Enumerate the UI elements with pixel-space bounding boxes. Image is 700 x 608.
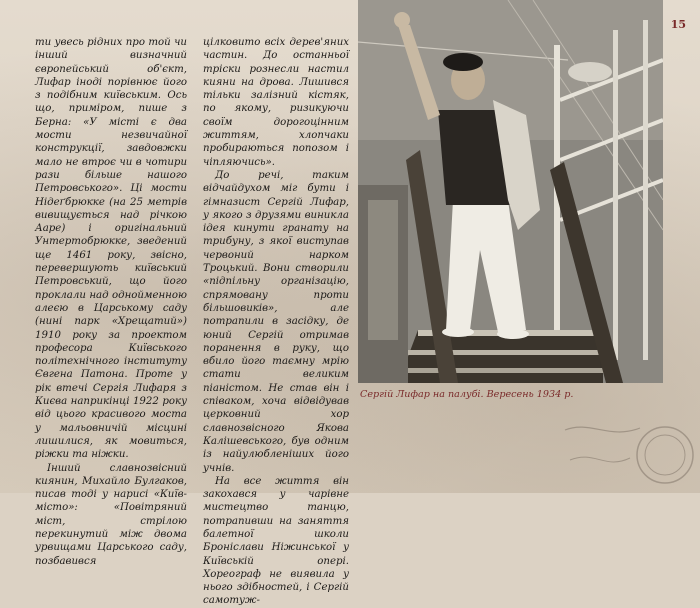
paragraph: цілковито всіх дерев'яних частин. До останньої тріски рознесли настил кияни на дрова. Лишився тільки залізний кістяк, по якому, ризикуючи своїм дорогоцінним життям, хлопчаки пробираються попозом і чіпляючись». xyxy=(203,37,349,168)
photo-caption: Сергій Лифар на палубі. Вересень 1934 р. xyxy=(360,389,574,400)
page-number: 15 xyxy=(670,18,686,31)
paragraph: ти увесь рідних про той чи інший визначний європейський об'єкт, Лифар іноді порівнює його з подібним київським. Ось що, приміром, пише з Берна: «У місті є два мости незвичайної конструкції, завдовжки мало не втроє чи в чотири рази більше нашого Петровського». Ці мости Нідеґбрюкке (на 25 метрів вивищується над річкою Ааре) і оригінальний Унтертобрюкке, зведений ще 1461 року, звісно, перевершують київський Петровський, що його проклали над однойменною алеєю в Царському саду (нині парк «Хрещатий») 1910 року за проектом професора Київського політехнічного інституту Євгена Патона. Проте у рік втечі Сергія Лифаря з Києва наприкінці 1922 року від цього красивого моста у мальовничій місцині лишилися, як мовиться, ріжки та ніжки. xyxy=(35,37,187,461)
photo-illustration xyxy=(358,0,663,383)
paragraph: На все життя він закохався у чарівне мистецтво танцю, потрапивши на заняття балетної школи Броніслави Ніжинської у Київській опері. Хореограф не виявила у нього здібностей, і Сергій самотуж- xyxy=(203,475,349,607)
text-column-middle xyxy=(203,36,349,607)
archival-photo xyxy=(358,0,663,383)
paragraph: Інший славнозвісний киянин, Михайло Булгаков, писав тоді у нарисі «Київ-місто»: «Повітряний міст, стрілою перекинутий між двома урвищами Царського саду, позбавився xyxy=(35,462,187,567)
paragraph: До речі, таким відчайдухом міг бути і гімназист Сергій Лифар, у якого з друзями виникла ідея кинути гранату на трибуну, з якої виступав червоний нарком Троцький. Вони створили «підпільну організацію, спрямовану проти більшовиків», але потрапили в засідку, де юний Сергій отримав поранення в руку, що вбило його таємну мрію стати великим піаністом. Не став він і співаком, хоча відвідував церковний хор славнозвісного Якова Калішевського, був одним із найулюбленіших його учнів. xyxy=(203,169,349,474)
postmark-stamp xyxy=(560,400,700,493)
text-column-left xyxy=(35,36,187,567)
